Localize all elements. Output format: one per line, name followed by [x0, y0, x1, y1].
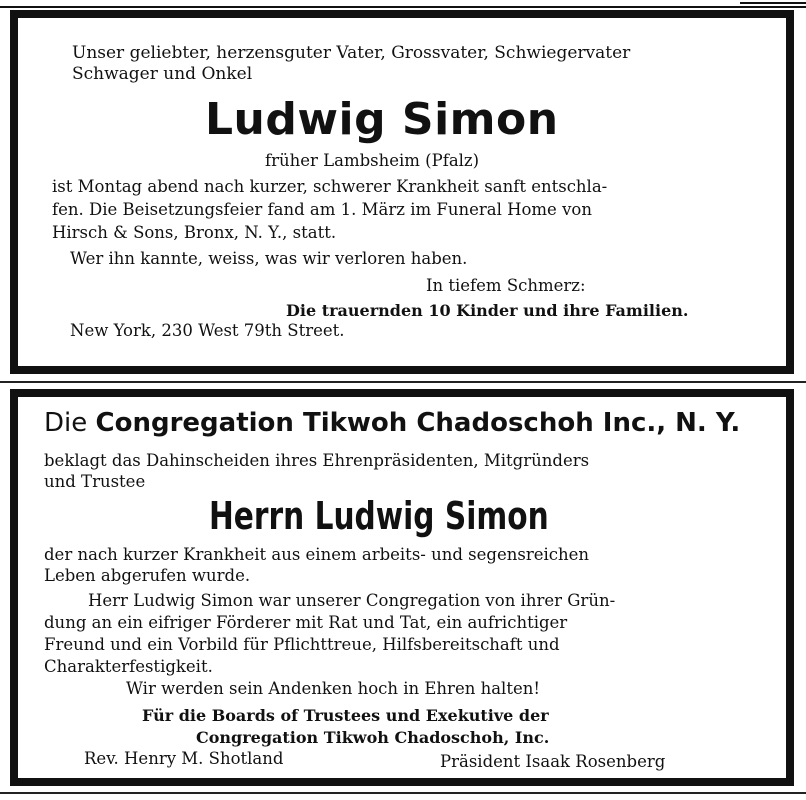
notice2-body-line5: Freund und ein Vorbild für Pflichttreue, Hilfsbereitschaft und — [44, 635, 560, 654]
notice2-intro-line1: beklagt das Dahinscheiden ihres Ehrenpräsidenten, Mitgründers — [44, 451, 590, 470]
notice2-body-line3: Herr Ludwig Simon war unserer Congregation von ihrer Grün- — [88, 591, 616, 610]
notice2-signer-rabbi: Rev. Henry M. Shotland — [84, 749, 284, 768]
notice2-deceased-name: Herrn Ludwig Simon — [209, 494, 549, 538]
notice1-body-line1: ist Montag abend nach kurzer, schwerer Krankheit sanft entschla- — [52, 177, 608, 196]
notice2-board-line1: Für die Boards of Trustees und Exekutive der — [142, 706, 549, 725]
notice2-intro-line2: und Trustee — [44, 472, 146, 491]
notice2-headline — [44, 408, 740, 438]
notice1-body-line3: Hirsch & Sons, Bronx, N. Y., statt. — [52, 223, 337, 242]
notice2-body-line7: Wir werden sein Andenken hoch in Ehren halten! — [126, 679, 540, 698]
notice1-family-signature: Die trauernden 10 Kinder und ihre Familien. — [286, 301, 689, 320]
notice1-address: New York, 230 West 79th Street. — [70, 321, 345, 340]
top-rule-fragment — [740, 2, 806, 4]
notice2-headline-congregation: Congregation Tikwoh Chadoschoh Inc., N. Y. — [95, 408, 741, 438]
notice1-deceased-name: Ludwig Simon — [205, 94, 559, 145]
notice2-body-line2: Leben abgerufen wurde. — [44, 566, 251, 585]
notice2-body-line4: dung an ein eifriger Förderer mit Rat und Tat, ein aufrichtiger — [44, 613, 568, 632]
top-rule — [0, 6, 806, 8]
separator-rule — [0, 381, 806, 383]
notice2-headline-plain: Die — [44, 408, 88, 438]
notice2-signer-president: Präsident Isaak Rosenberg — [440, 752, 666, 771]
notice1-intro-line2: Schwager und Onkel — [72, 64, 253, 84]
obituary-notice-congregation — [10, 389, 794, 786]
notice1-intro-line1: Unser geliebter, herzensguter Vater, Grossvater, Schwiegervater — [72, 43, 631, 63]
notice1-quote: Wer ihn kannte, weiss, was wir verloren haben. — [70, 249, 468, 268]
notice1-body-line2: fen. Die Beisetzungsfeier fand am 1. März im Funeral Home von — [52, 200, 592, 219]
notice2-body-line6: Charakterfestigkeit. — [44, 657, 213, 676]
notice1-origin: früher Lambsheim (Pfalz) — [265, 151, 480, 170]
notice2-board-line2: Congregation Tikwoh Chadoschoh, Inc. — [196, 728, 550, 747]
notice2-body-line1: der nach kurzer Krankheit aus einem arbeits- und segensreichen — [44, 545, 590, 564]
notice1-closing: In tiefem Schmerz: — [426, 276, 586, 295]
bottom-rule — [0, 792, 806, 794]
